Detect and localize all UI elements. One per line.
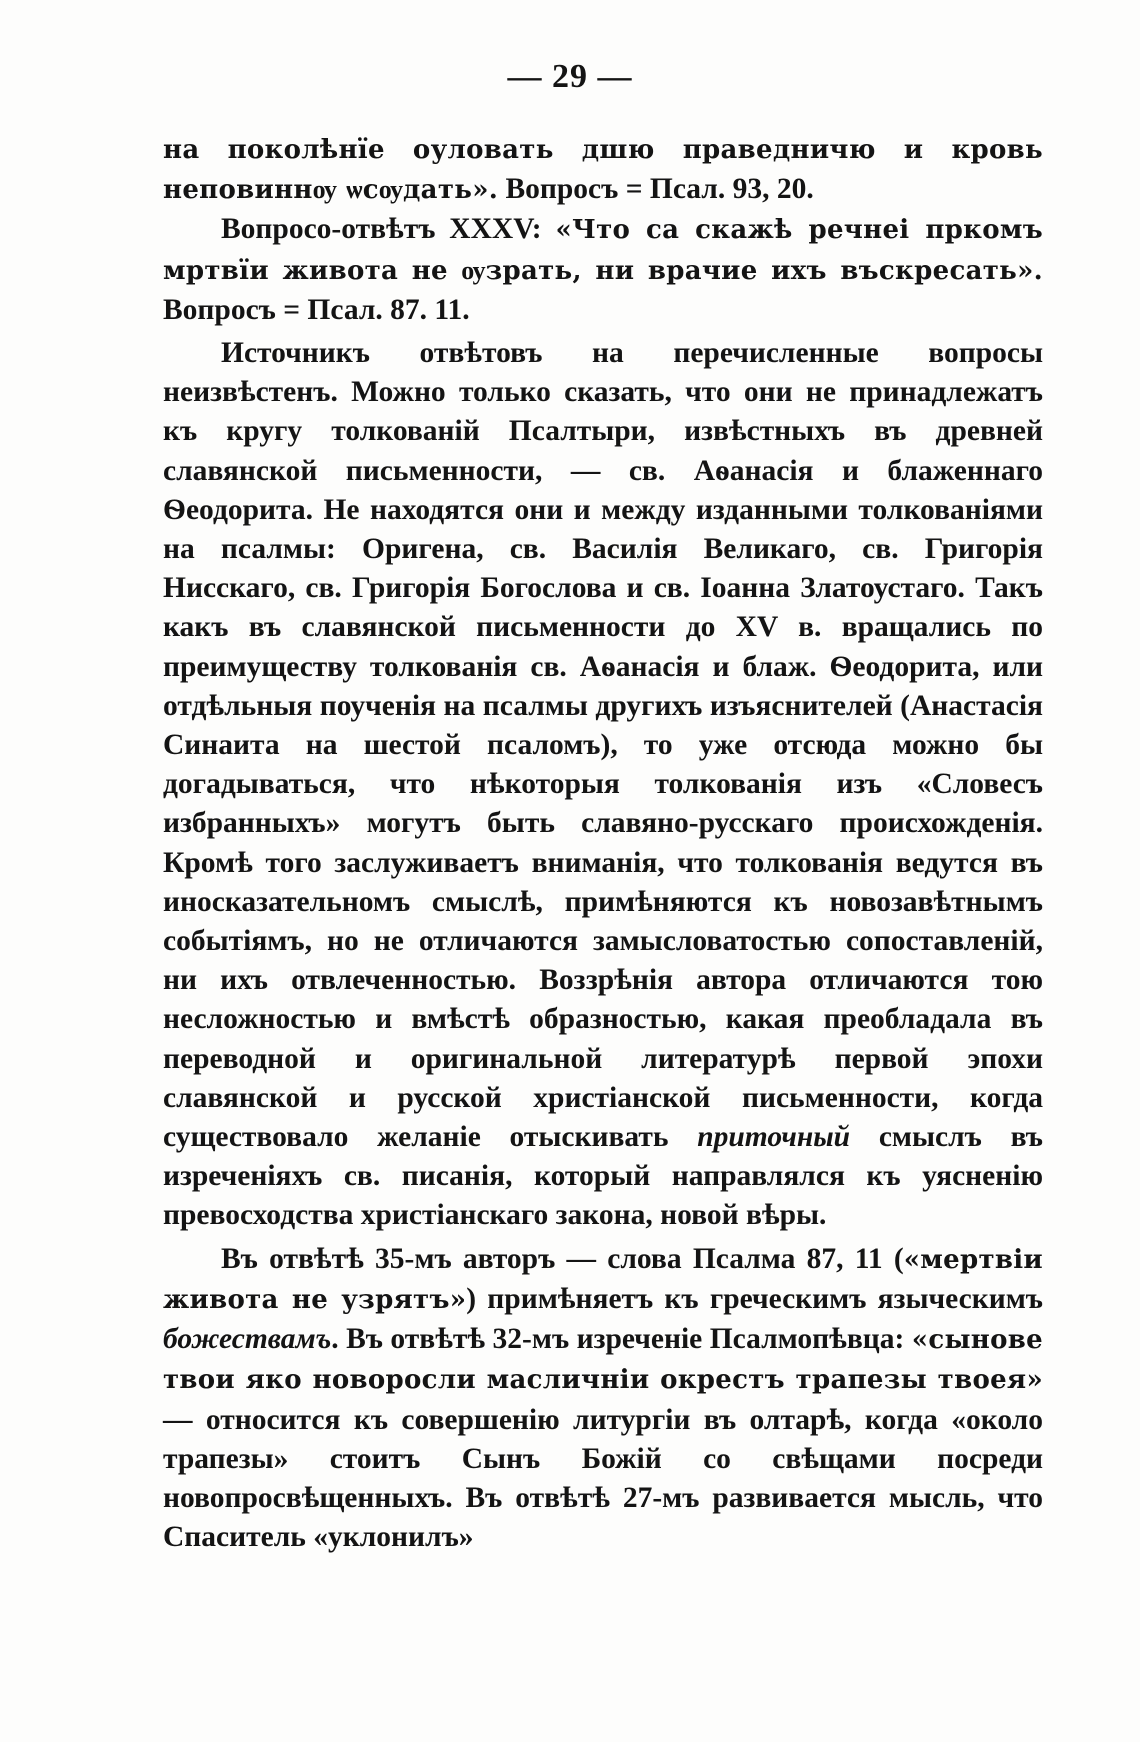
paragraph-text: Въ отвѣтѣ 35-мъ авторъ — слова Псалма 87, 11 (	[221, 1242, 904, 1275]
church-slavonic-quote: на поколѣнїе оуловать дшю праведничю и кровь неповиннѹ ѡсѹдать».	[163, 135, 1043, 206]
church-slavonic-quote: «сынове твои яко новоросли масличніи окрестъ трапезы твоея»	[163, 1325, 1043, 1396]
body-text	[163, 130, 1043, 1557]
question-answer-label: Вопросо-отвѣтъ XXXV:	[221, 213, 556, 246]
paragraph-answers	[163, 1240, 1043, 1558]
page-number: — 29 —	[507, 58, 633, 95]
paragraph-question-answer	[163, 210, 1043, 330]
emphasized-word: божествамъ	[163, 1323, 332, 1356]
paragraph-text: Источникъ отвѣтовъ на перечисленные вопросы неизвѣстенъ. Можно только сказать, что они не принадлежатъ къ кругу толкованій Псалтыри, извѣстныхъ въ древней славянской письменности, — св. Аѳанасія и блаженнаго Ѳеодорита. Не находятся они и между изданными толкованіями на псалмы: Оригена, св. Василія Великаго, св. Григорія Нисскаго, св. Григорія Богослова и св. Іоанна Златоустаго. Такъ какъ въ славянской письменности до XV в. вращались по преимуществу толкованія св. Аѳанасія и блаж. Ѳеодорита, или отдѣльныя поученія на псалмы другихъ изъяснителей (Анастасія Синаита на шестой псаломъ), то уже отсюда можно бы догадываться, что нѣкоторыя толкованія изъ «Словесъ избранныхъ» могутъ быть славяно-русскаго происхожденія. Кромѣ того заслуживаетъ вниманія, что толкованія ведутся въ иносказательномъ смыслѣ, примѣняются къ новозавѣтнымъ событіямъ, но не отличаются замысловатостью сопоставленій, ни ихъ отвлеченностью. Воззрѣнія автора отличаются тою несложностью и вмѣстѣ образностью, какая преобладала въ переводной и оригинальной литературѣ первой эпохи славянской и русской христіанской письменности, когда существовало желаніе отыскивать	[163, 337, 1043, 1154]
paragraph-continuation	[163, 130, 1043, 210]
paragraph-text: — относится къ совершенію литургіи въ олтарѣ, когда «около трапезы» стоитъ Сынъ Божій со свѣщами посреди новопросвѣщенныхъ. Въ отвѣтѣ 27-мъ развивается мысль, что Спаситель «уклонилъ»	[163, 1403, 1043, 1554]
church-slavonic-quote: «мертвіи живота не узрятъ»	[163, 1244, 1043, 1315]
psalm-reference: Вопросъ = Псал. 87. 11.	[163, 293, 470, 326]
paragraph-sources	[163, 334, 1043, 1236]
emphasized-word: приточный	[697, 1121, 851, 1154]
church-slavonic-quote: «Что са скажѣ речнеі пркомъ мртвїи живота не ѹзрать, ни врачие ихъ въскресать».	[163, 215, 1043, 286]
paragraph-text: смыслъ въ изреченіяхъ св. писанія, который направлялся къ уясненію превосходства христіанскаго закона, новой вѣры.	[163, 1121, 1044, 1232]
paragraph-text: . Въ отвѣтѣ 32-мъ изреченіе Псалмопѣвца:	[331, 1323, 912, 1356]
psalm-reference: Вопросъ = Псал. 93, 20.	[498, 173, 814, 206]
paragraph-text: ) примѣняетъ къ греческимъ языческимъ	[466, 1282, 1043, 1315]
